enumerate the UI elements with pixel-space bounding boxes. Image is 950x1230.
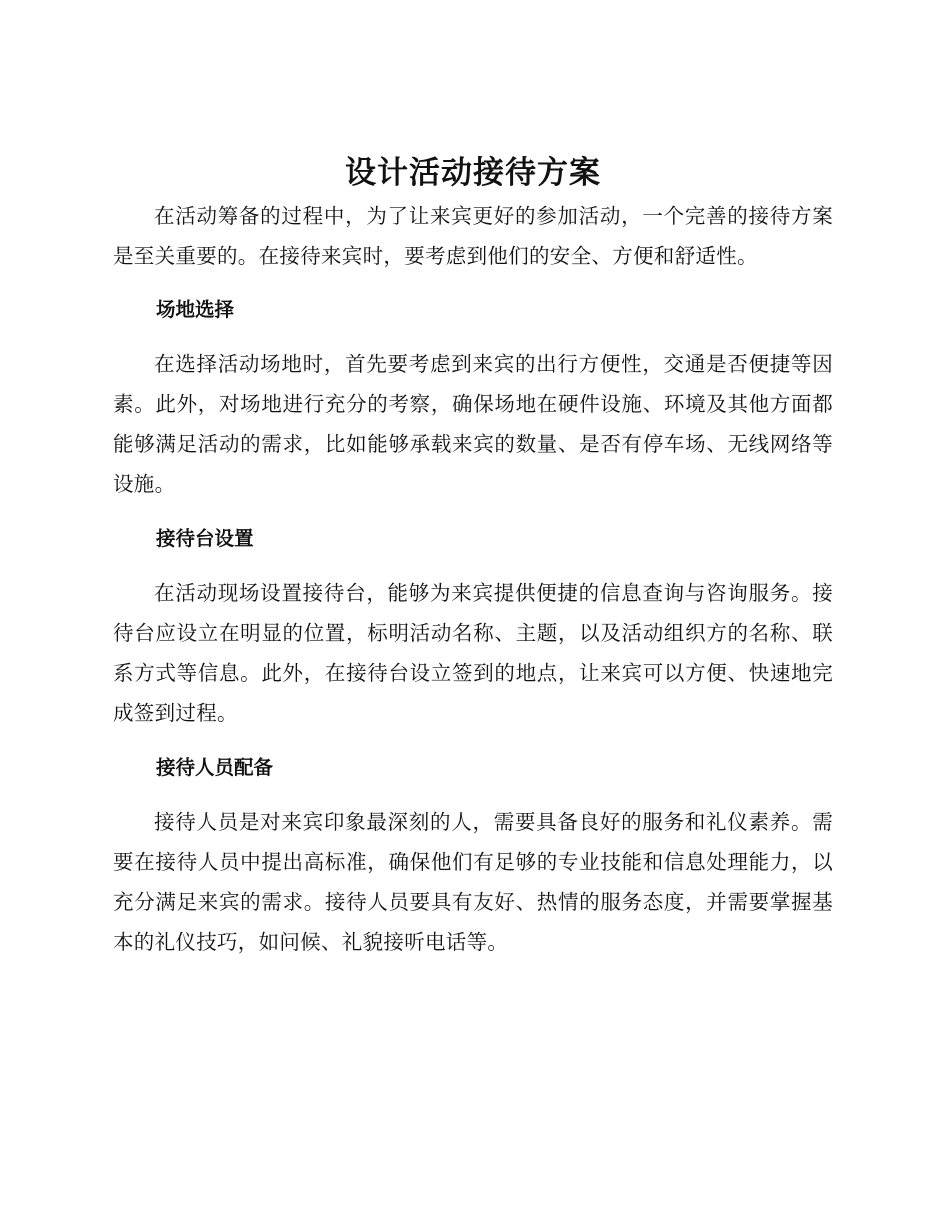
section-body-venue: 在选择活动场地时，首先要考虑到来宾的出行方便性，交通是否便捷等因素。此外，对场地进行充分的考察，确保场地在硬件设施、环境及其他方面都能够满足活动的需求，比如能够承载来宾的数量、是否有停车场、无线网络等设施。 (113, 352, 833, 496)
document-title: 设计活动接待方案 (345, 155, 601, 191)
section-heading-reception-desk: 接待台设置 (156, 527, 254, 550)
section-heading-staff: 接待人员配备 (156, 756, 274, 779)
intro-paragraph: 在活动筹备的过程中，为了让来宾更好的参加活动，一个完善的接待方案是至关重要的。在接待来宾时，要考虑到他们的安全、方便和舒适性。 (113, 204, 833, 268)
section-body-staff: 接待人员是对来宾印象最深刻的人，需要具备良好的服务和礼仪素养。需要在接待人员中提出高标准，确保他们有足够的专业技能和信息处理能力，以充分满足来宾的需求。接待人员要具有友好、热情的服务态度，并需要掌握基本的礼仪技巧，如问候、礼貌接听电话等。 (113, 810, 833, 954)
section-heading-venue: 场地选择 (156, 298, 235, 321)
document-page (113, 150, 833, 962)
section-body-reception-desk: 在活动现场设置接待台，能够为来宾提供便捷的信息查询与咨询服务。接待台应设立在明显的位置，标明活动名称、主题，以及活动组织方的名称、联系方式等信息。此外，在接待台设立签到的地点，让来宾可以方便、快速地完成签到过程。 (113, 581, 833, 725)
